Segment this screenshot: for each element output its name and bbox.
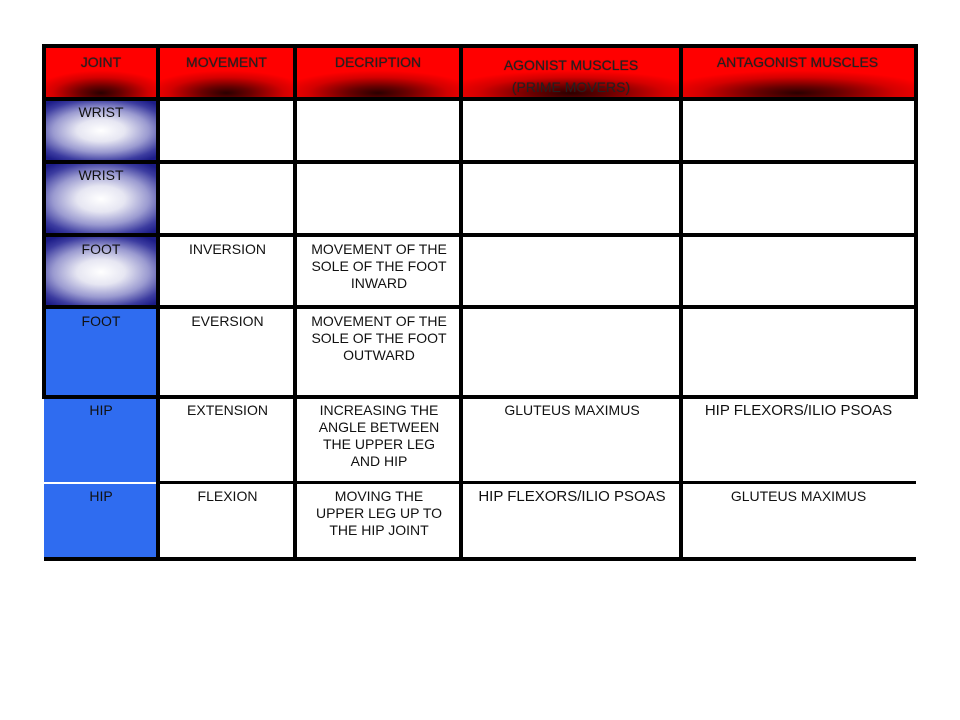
joint-label: FOOT (81, 241, 121, 257)
header-joint (44, 48, 158, 98)
agonist-cell (463, 398, 681, 482)
header-agonist-line2: (PRIME MOVERS) (511, 79, 631, 95)
joint-label: HIP (89, 488, 113, 504)
description-cell (297, 398, 461, 482)
movement-label: EXTENSION (187, 402, 268, 418)
description-text: MOVEMENT OF THE SOLE OF THE FOOT OUTWARD (311, 313, 447, 363)
joint-cell (44, 484, 158, 558)
grid-line (42, 160, 918, 164)
header-agonist (461, 48, 681, 98)
grid-line (293, 44, 297, 561)
description-text: MOVEMENT OF THE SOLE OF THE FOOT INWARD (311, 241, 447, 291)
antagonist-text: HIP FLEXORS/ILIO PSOAS (704, 402, 893, 419)
movement-cell (160, 398, 295, 482)
header-joint-text: JOINT (80, 54, 122, 70)
joint-cell (44, 163, 158, 235)
joint-label: HIP (89, 402, 113, 418)
header-description-text: DECRIPTION (334, 54, 422, 70)
grid-line (679, 44, 683, 561)
joint-cell (44, 100, 158, 161)
header-antagonist (681, 48, 914, 98)
movement-label: INVERSION (188, 241, 266, 257)
joint-label: WRIST (78, 104, 124, 120)
joint-cell (44, 398, 158, 482)
header-movement-text: MOVEMENT (186, 54, 267, 70)
grid-line (42, 44, 918, 48)
movement-label: EVERSION (191, 313, 264, 329)
grid-line (459, 44, 463, 561)
antagonist-cell (683, 398, 914, 482)
movement-cell (160, 484, 295, 558)
movement-cell (160, 237, 295, 307)
grid-line (42, 97, 918, 101)
description-text: MOVING THE UPPER LEG UP TO THE HIP JOINT (315, 488, 443, 538)
antagonist-text: GLUTEUS MAXIMUS (730, 488, 867, 504)
agonist-text: GLUTEUS MAXIMUS (504, 402, 640, 418)
header-agonist-line1: AGONIST MUSCLES (503, 57, 639, 73)
header-antagonist-text: ANTAGONIST MUSCLES (716, 54, 879, 70)
movement-cell (160, 309, 295, 396)
description-cell (297, 237, 461, 307)
description-cell (297, 484, 461, 558)
agonist-cell (463, 484, 681, 558)
header-description (295, 48, 461, 98)
joint-cell (44, 309, 158, 396)
grid-line (42, 395, 918, 399)
joint-label: WRIST (78, 167, 124, 183)
grid-line (42, 44, 46, 398)
movement-label: FLEXION (197, 488, 258, 504)
antagonist-cell (683, 484, 914, 558)
grid-line (44, 557, 916, 561)
grid-line (158, 481, 916, 484)
agonist-text: HIP FLEXORS/ILIO PSOAS (478, 488, 666, 505)
header-movement (158, 48, 295, 98)
grid-line (156, 44, 160, 561)
grid-line (42, 233, 918, 237)
joint-cell (44, 237, 158, 307)
description-text: INCREASING THE ANGLE BETWEEN THE UPPER LEG AND HIP (318, 402, 440, 469)
description-cell (297, 309, 461, 396)
grid-line (914, 44, 918, 398)
joint-label: FOOT (81, 313, 121, 329)
grid-line (42, 305, 918, 309)
